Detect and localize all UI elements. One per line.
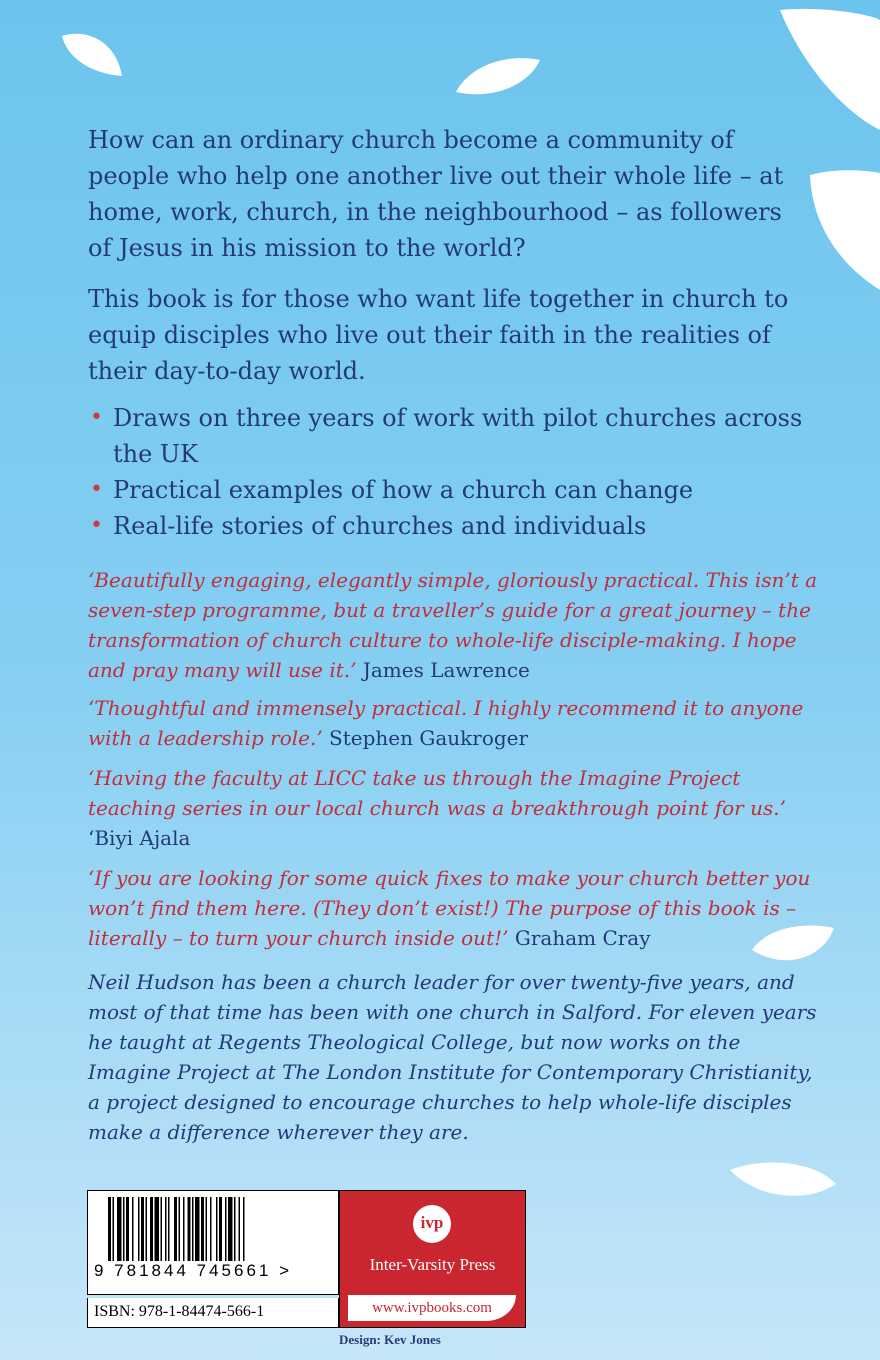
- barcode-bar: [174, 1197, 177, 1261]
- endorsement-quote: ‘Thoughtful and immensely practical. I highly recommend it to anyone with a leadership role.’ Stephen Gaukroger: [88, 696, 804, 750]
- barcode-bar: [179, 1197, 181, 1261]
- design-credit: Design: Kev Jones: [339, 1332, 441, 1347]
- barcode-bar: [188, 1197, 191, 1261]
- quote-author: Stephen Gaukroger: [329, 726, 529, 750]
- publisher-panel: [339, 1190, 526, 1328]
- barcode-bar: [155, 1197, 160, 1261]
- endorsement-quote: ‘Beautifully engaging, elegantly simple, gloriously practical. This isn’t a seven-step programme, but a traveller’s guide for a great journey – the transformation of church culture to whole-life disciple-making. I hope and pray many will use it.’ James Lawrence: [88, 568, 818, 682]
- barcode-bar: [132, 1197, 134, 1261]
- publisher-url: www.ivpbooks.com: [348, 1295, 516, 1321]
- audience-paragraph: This book is for those who want life together in church to equip disciples who live out their faith in the realities of their day-to-day world.: [88, 285, 789, 385]
- leaf-icon: [452, 52, 544, 100]
- endorsement-quote: ‘If you are looking for some quick fixes to make your church better you won’t find them here. (They don’t exist!) The purpose of this book is – literally – to turn your church inside out!’ Graham Cray: [88, 866, 811, 950]
- quote-author: James Lawrence: [362, 658, 530, 682]
- barcode-bar: [126, 1197, 129, 1261]
- list-item: • Real-life stories of churches and individuals: [88, 508, 808, 544]
- leaf-icon: [726, 1156, 840, 1212]
- barcode-bar: [117, 1197, 122, 1261]
- barcode-bar: [228, 1197, 233, 1261]
- leaf-icon: [800, 165, 880, 295]
- leaf-icon: [700, 0, 880, 130]
- quote-author: ‘Biyi Ajala: [88, 826, 191, 850]
- barcode-bar: [234, 1197, 236, 1261]
- publisher-logo: ivp: [413, 1205, 451, 1243]
- barcode: [87, 1190, 339, 1295]
- barcode-bar: [123, 1197, 125, 1261]
- barcode-bar: [239, 1197, 241, 1261]
- barcode-bar: [165, 1197, 167, 1261]
- barcode-bar: [150, 1197, 153, 1261]
- barcode-bar: [216, 1197, 218, 1261]
- bullet-icon: •: [90, 477, 103, 502]
- barcode-bar: [195, 1197, 200, 1261]
- endorsement-quote: ‘Having the faculty at LICC take us through the Imagine Project teaching series in our local church was a breakthrough point for us.’ ‘Biyi Ajala: [88, 766, 786, 850]
- barcode-bar: [183, 1197, 185, 1261]
- quote-author: Graham Cray: [514, 926, 651, 950]
- leaf-icon: [58, 28, 128, 84]
- author-bio: Neil Hudson has been a church leader for over twenty-five years, and most of that time has been with one church in Salford. For eleven years he taught at Regents Theological College, but now works on the Imagine Project at The London Institute for Contemporary Christianity, a project designed to encourage churches to help whole-life disciples make a difference wherever they are.: [88, 970, 817, 1144]
- feature-list: [88, 400, 808, 544]
- barcode-bar: [192, 1197, 194, 1261]
- barcode-bar: [201, 1197, 204, 1261]
- isbn-label: ISBN: 978-1-84474-566-1: [87, 1298, 339, 1328]
- barcode-bar: [141, 1197, 144, 1261]
- barcode-bar: [161, 1197, 163, 1261]
- barcode-bar: [206, 1197, 208, 1261]
- barcode-bar: [219, 1197, 222, 1261]
- barcode-bar: [108, 1197, 111, 1261]
- barcode-bar: [225, 1197, 227, 1261]
- barcode-bar: [210, 1197, 212, 1261]
- barcode-bar: [138, 1197, 140, 1261]
- barcode-bar: [243, 1197, 245, 1261]
- list-item: • Practical examples of how a church can change: [88, 472, 808, 508]
- bullet-icon: •: [90, 513, 103, 538]
- barcode-number: 9 781844 745661 >: [94, 1261, 293, 1280]
- list-item: • Draws on three years of work with pilot churches across the UK: [88, 400, 808, 472]
- barcode-bar: [146, 1197, 148, 1261]
- intro-paragraph: How can an ordinary church become a community of people who help one another live out their whole life – at home, work, church, in the neighbourhood – as followers of Jesus in his mission to the world?: [88, 126, 784, 262]
- barcode-bar: [113, 1197, 115, 1261]
- publisher-name: Inter-Varsity Press: [369, 1255, 496, 1274]
- bullet-icon: •: [90, 405, 103, 430]
- barcode-bar: [168, 1197, 170, 1261]
